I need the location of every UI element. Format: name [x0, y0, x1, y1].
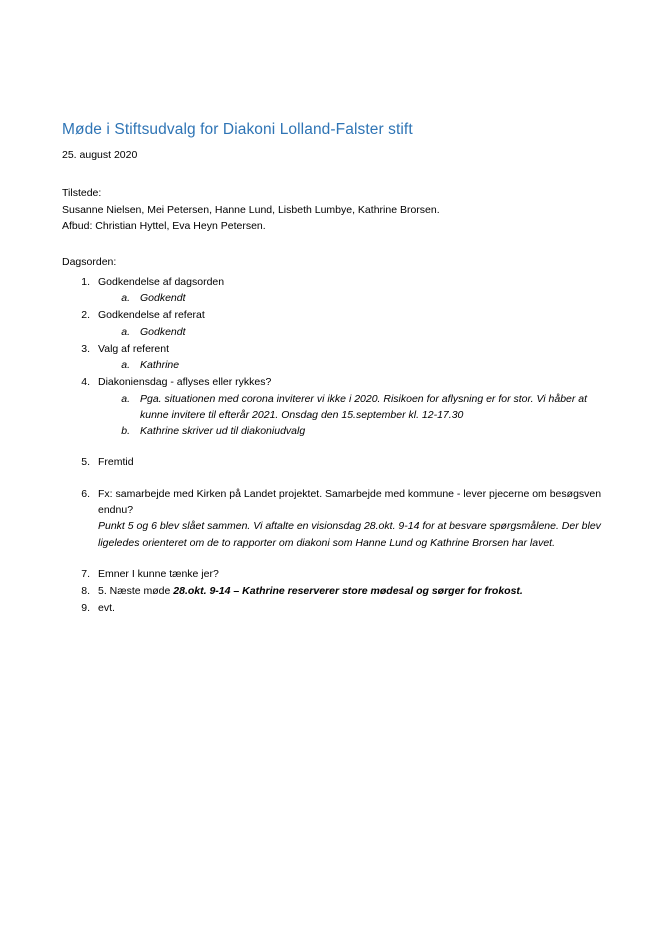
- agenda-item-number: 3.: [81, 342, 90, 355]
- agenda-subitem-label: Godkendt: [140, 292, 186, 305]
- agenda-subitem-number: b.: [121, 425, 130, 438]
- agenda-item-number: 4.: [81, 376, 90, 389]
- attendance-block: [62, 186, 610, 235]
- agenda-item: [62, 307, 610, 340]
- agenda-item-label: Diakoniensdag - aflyses eller rykkes?: [98, 376, 272, 389]
- agenda-subitem-list: [98, 290, 610, 306]
- agenda-item-number: 9.: [81, 602, 90, 615]
- agenda-subitem-label: Pga. situationen med corona inviterer vi ikke i 2020. Risikoen for aflysning er for stor. Vi håber at kunne invitere til efterår 2021. Onsdag den 15.september kl. 12-17.30: [140, 392, 588, 421]
- agenda-item-number: 1.: [81, 275, 90, 288]
- agenda-item-label: Fx: samarbejde med Kirken på Landet projektet. Samarbejde med kommune - lever pjecerne om besøgsven endnu?: [98, 487, 602, 516]
- agenda-subitem: [98, 290, 610, 306]
- agenda-item-number: 7.: [81, 567, 90, 580]
- agenda-subitem-list: [98, 357, 610, 373]
- agenda-item-number: 2.: [81, 309, 90, 322]
- agenda-item-number: 6.: [81, 487, 90, 500]
- agenda-subitem-list: [98, 324, 610, 340]
- agenda-item-note: Punkt 5 og 6 blev slået sammen. Vi aftalte en visionsdag 28.okt. 9-14 for at besvare spørgsmålene. Der blev ligeledes orienteret om de to rapporter om diakoni som Hanne Lund og Kathrine Brorsen har lavet.: [98, 520, 601, 549]
- agenda-item-label: Emner I kunne tænke jer?: [98, 567, 219, 580]
- agenda-subitem: [98, 423, 610, 439]
- agenda-item-number: 5.: [81, 456, 90, 469]
- agenda-item-label: 5. Næste møde: [98, 585, 174, 598]
- page-title: Møde i Stiftsudvalg for Diakoni Lolland-Falster stift: [62, 121, 413, 138]
- attendance-absent: Afbud: Christian Hyttel, Eva Heyn Petersen.: [62, 220, 266, 233]
- agenda-item: [62, 600, 610, 616]
- agenda-subitem-number: a.: [121, 325, 130, 338]
- agenda-subitem-number: a.: [121, 392, 130, 405]
- agenda-item: [62, 566, 610, 582]
- agenda-item-label: Fremtid: [98, 456, 134, 469]
- agenda-item-label: Valg af referent: [98, 342, 170, 355]
- agenda-item: [62, 274, 610, 307]
- attendance-label: Tilstede:: [62, 186, 102, 199]
- document-content: [62, 120, 610, 618]
- agenda-subitem: [98, 324, 610, 340]
- document-date: 25. august 2020: [62, 149, 138, 162]
- agenda-subitem-number: a.: [121, 359, 130, 372]
- agenda-subitem-number: a.: [121, 292, 130, 305]
- agenda-subitem-label: Kathrine: [140, 359, 180, 372]
- agenda-item: [62, 374, 610, 439]
- agenda-item-number: 8.: [81, 585, 90, 598]
- agenda-item-emphasis: 28.okt. 9-14 – Kathrine reserverer store mødesal og sørger for frokost.: [173, 585, 523, 598]
- agenda-subitem-label: Godkendt: [140, 325, 186, 338]
- agenda-item: [62, 583, 610, 599]
- attendance-present: Susanne Nielsen, Mei Petersen, Hanne Lund, Lisbeth Lumbye, Kathrine Brorsen.: [62, 203, 440, 216]
- agenda-list: [62, 274, 610, 617]
- agenda-subitem-list: [98, 391, 610, 440]
- agenda-item-label: evt.: [98, 602, 115, 615]
- agenda-item: [62, 454, 610, 470]
- agenda-item: [62, 486, 610, 551]
- agenda-item-label: Godkendelse af referat: [98, 309, 205, 322]
- agenda-item: [62, 341, 610, 374]
- agenda-subitem: [98, 357, 610, 373]
- agenda-header: Dagsorden:: [62, 256, 117, 269]
- agenda-item-label: Godkendelse af dagsorden: [98, 275, 225, 288]
- agenda-subitem: [98, 391, 610, 424]
- agenda-subitem-label: Kathrine skriver ud til diakoniudvalg: [140, 425, 306, 438]
